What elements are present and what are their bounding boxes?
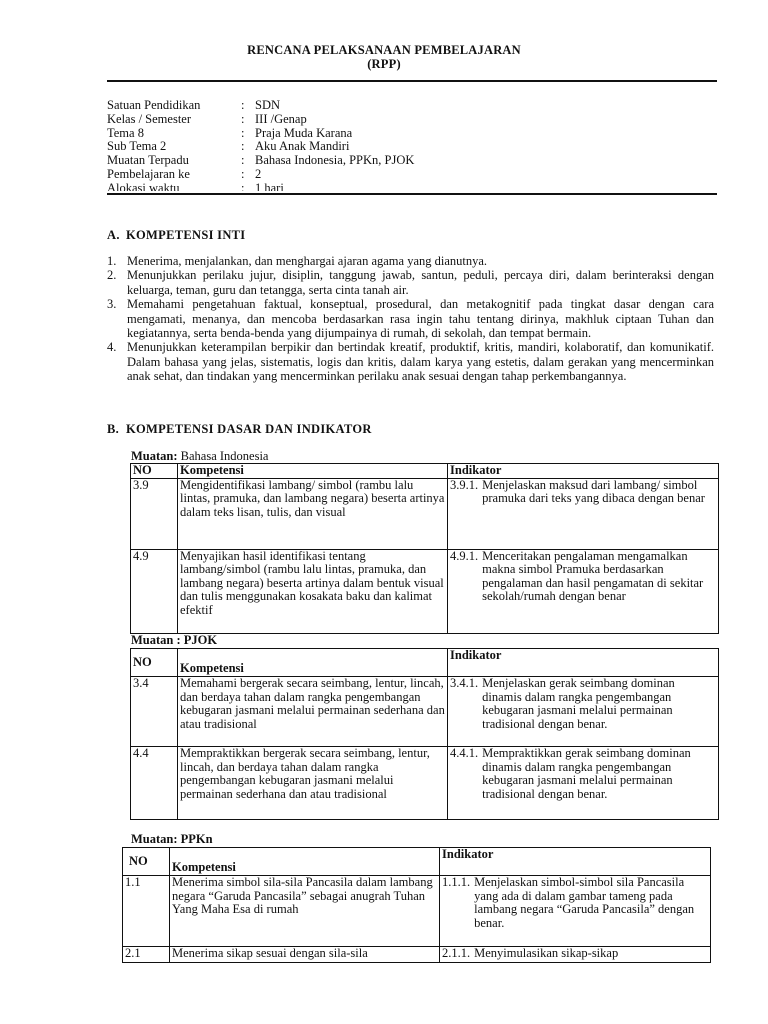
cell-indikator bbox=[448, 478, 719, 549]
info-value: Aku Anak Mandiri bbox=[255, 139, 350, 154]
indikator-number: 3.9.1. bbox=[450, 477, 479, 492]
header-no: NO bbox=[131, 464, 178, 479]
info-value: 2 bbox=[255, 166, 262, 181]
info-row bbox=[107, 182, 717, 191]
table-header-row bbox=[131, 649, 719, 677]
info-key: Pembelajaran ke bbox=[107, 166, 190, 181]
indikator-text: Menjelaskan gerak seimbang dominan dinamis dalam rangka pengembangan kebugaran jasmani melalui permainan tradisional dengan benar. bbox=[482, 676, 675, 731]
info-value: Praja Muda Karana bbox=[255, 125, 353, 140]
table-ppkn bbox=[122, 847, 711, 963]
section-letter: A. bbox=[107, 228, 120, 242]
cell-indikator bbox=[448, 549, 719, 633]
list-item bbox=[107, 340, 714, 383]
item-text: Memahami pengetahuan faktual, konseptual, prosedural, dan metakognitif pada tingkat dasar dengan cara mengamati, menanya, dan mencoba berdasarkan rasa ingin tahu tentang dirinya, makhluk ciptaan Tuhan dan kegiatannya, serta benda-benda yang dijumpainya di rumah, di sekolah, dan tempat bermain. bbox=[127, 297, 714, 341]
info-rule bbox=[107, 193, 717, 195]
info-key: Muatan Terpadu bbox=[107, 153, 189, 168]
muatan-ppkn-label bbox=[131, 832, 213, 847]
info-colon: : bbox=[241, 139, 245, 154]
section-title: KOMPETENSI DASAR DAN INDIKATOR bbox=[126, 422, 372, 436]
info-row bbox=[107, 99, 717, 113]
cell-indikator bbox=[448, 747, 719, 820]
table-row bbox=[131, 747, 719, 820]
cell-kompetensi: Mempraktikkan bergerak secara seimbang, lentur, lincah, dan berdaya tahan dalam rangka pengembangan kebugaran jasmani melalui permainan sederhana dan atau tradisional bbox=[178, 747, 448, 820]
table-bahasa bbox=[130, 463, 719, 634]
info-key: Tema 8 bbox=[107, 125, 144, 140]
indikator-text: Menjelaskan simbol-simbol sila Pancasila yang ada di dalam gambar tameng pada lambang negara “Garuda Pancasila” dengan benar. bbox=[474, 875, 695, 930]
muatan-pjok-label bbox=[131, 633, 217, 648]
muatan-label: Muatan : PJOK bbox=[131, 633, 218, 647]
cell-no: 3.9 bbox=[131, 478, 178, 549]
section-a-heading bbox=[107, 228, 245, 243]
indikator-number: 1.1.1. bbox=[442, 875, 471, 889]
table-row bbox=[123, 947, 711, 963]
item-text: Menunjukkan perilaku jujur, disiplin, tanggung jawab, santun, peduli, percaya diri, dalam berinteraksi dengan keluarga, teman, guru dan tetangga, serta cinta tanah air. bbox=[127, 268, 714, 297]
info-colon: : bbox=[241, 111, 245, 126]
header-kompetensi: Kompetensi bbox=[178, 649, 448, 677]
indikator-number: 4.4.1. bbox=[450, 746, 479, 760]
info-colon: : bbox=[241, 99, 245, 112]
muatan-subject: Bahasa Indonesia bbox=[177, 449, 269, 463]
info-row bbox=[107, 127, 717, 141]
info-colon: : bbox=[241, 166, 245, 181]
table-pjok bbox=[130, 648, 719, 820]
indikator-number: 4.9.1. bbox=[450, 548, 479, 563]
header-no: NO bbox=[131, 649, 178, 677]
section-title: KOMPETENSI INTI bbox=[126, 228, 246, 242]
info-row bbox=[107, 168, 717, 182]
cell-indikator bbox=[448, 677, 719, 747]
muatan-bahasa-label bbox=[131, 449, 268, 464]
indikator-text: Mempraktikkan gerak seimbang dominan dinamis dalam rangka pengembangan kebugaran jasmani melalui permainan tradisional dengan benar. bbox=[482, 746, 691, 801]
info-colon: : bbox=[241, 180, 245, 191]
info-colon: : bbox=[241, 153, 245, 168]
info-value: 1 hari bbox=[255, 180, 284, 191]
indikator-number: 2.1.1. bbox=[442, 946, 471, 960]
info-value: III /Genap bbox=[255, 111, 307, 126]
list-item bbox=[107, 268, 714, 297]
section-letter: B. bbox=[107, 422, 120, 436]
muatan-label: Muatan: bbox=[131, 449, 178, 463]
table-header-row bbox=[123, 848, 711, 876]
cell-indikator bbox=[440, 876, 711, 947]
identity-block bbox=[107, 99, 717, 191]
table-row bbox=[131, 478, 719, 549]
table-row bbox=[123, 876, 711, 947]
table-row bbox=[131, 677, 719, 747]
section-b-heading bbox=[107, 422, 372, 437]
item-text: Menerima, menjalankan, dan menghargai ajaran agama yang dianutnya. bbox=[127, 254, 488, 268]
list-item bbox=[107, 254, 714, 268]
info-row bbox=[107, 140, 717, 154]
header-kompetensi: Kompetensi bbox=[170, 848, 440, 876]
list-item bbox=[107, 297, 714, 340]
cell-kompetensi: Mengidentifikasi lambang/ simbol (rambu lalu lintas, pramuka, dan lambang negara) beserta artinya dalam teks lisan, tulis, dan visual bbox=[178, 478, 448, 549]
title-rule bbox=[107, 80, 717, 82]
item-text: Menunjukkan keterampilan berpikir dan bertindak kreatif, produktif, kritis, mandiri, kolaboratif, dan komunikatif. Dalam bahasa yang jelas, sistematis, logis dan kritis, dalam karya yang estetis, dalam gerakan yang mencerminkan anak sehat, dan tindakan yang mencerminkan perilaku anak sesuai dengan tahap perkembangannya. bbox=[127, 340, 714, 384]
header-indikator: Indikator bbox=[440, 848, 711, 876]
kompetensi-inti-list bbox=[107, 254, 714, 384]
cell-no: 4.4 bbox=[131, 747, 178, 820]
indikator-number: 3.4.1. bbox=[450, 676, 479, 690]
info-value: SDN bbox=[255, 99, 281, 112]
cell-no: 3.4 bbox=[131, 677, 178, 747]
indikator-text: Menyimulasikan sikap-sikap bbox=[474, 946, 619, 960]
cell-no: 4.9 bbox=[131, 549, 178, 633]
item-number: 4. bbox=[107, 340, 117, 355]
info-key: Alokasi waktu bbox=[107, 180, 180, 191]
doc-title: RENCANA PELAKSANAAN PEMBELAJARAN bbox=[247, 43, 521, 57]
info-row bbox=[107, 113, 717, 127]
muatan-label: Muatan: PPKn bbox=[131, 832, 213, 846]
cell-indikator bbox=[440, 947, 711, 963]
cell-no: 1.1 bbox=[123, 876, 170, 947]
cell-kompetensi: Memahami bergerak secara seimbang, lentur, lincah, dan berdaya tahan dalam rangka pengembangan kebugaran jasmani melalui permainan sederhana dan atau tradisional bbox=[178, 677, 448, 747]
indikator-text: Menjelaskan maksud dari lambang/ simbol pramuka dari teks yang dibaca dengan benar bbox=[482, 477, 705, 506]
doc-subtitle: (RPP) bbox=[367, 57, 401, 71]
header-no: NO bbox=[123, 848, 170, 876]
cell-kompetensi: Menyajikan hasil identifikasi tentang lambang/simbol (rambu lalu lintas, pramuka, dan lambang negara) beserta artinya dalam bentuk visual dan tulis menggunakan kosakata baku dan kalimat efektif bbox=[178, 549, 448, 633]
info-key: Sub Tema 2 bbox=[107, 139, 167, 154]
info-key: Kelas / Semester bbox=[107, 111, 192, 126]
info-colon: : bbox=[241, 125, 245, 140]
indikator-text: Menceritakan pengalaman mengamalkan makna simbol Pramuka berdasarkan pengalaman dan hasil pengamatan di sekitar sekolah/rumah dengan benar bbox=[482, 548, 704, 604]
header-kompetensi: Kompetensi bbox=[178, 464, 448, 479]
table-header-row bbox=[131, 464, 719, 479]
info-row bbox=[107, 154, 717, 168]
item-number: 1. bbox=[107, 254, 117, 268]
cell-no: 2.1 bbox=[123, 947, 170, 963]
info-key: Satuan Pendidikan bbox=[107, 99, 201, 112]
header-indikator: Indikator bbox=[448, 649, 719, 677]
item-number: 3. bbox=[107, 297, 117, 312]
cell-kompetensi: Menerima simbol sila-sila Pancasila dalam lambang negara “Garuda Pancasila” sebagai anugrah Tuhan Yang Maha Esa di rumah bbox=[170, 876, 440, 947]
table-row bbox=[131, 549, 719, 633]
item-number: 2. bbox=[107, 268, 117, 283]
info-value: Bahasa Indonesia, PPKn, PJOK bbox=[255, 153, 415, 168]
cell-kompetensi: Menerima sikap sesuai dengan sila-sila bbox=[170, 947, 440, 963]
header-indikator: Indikator bbox=[448, 464, 719, 479]
